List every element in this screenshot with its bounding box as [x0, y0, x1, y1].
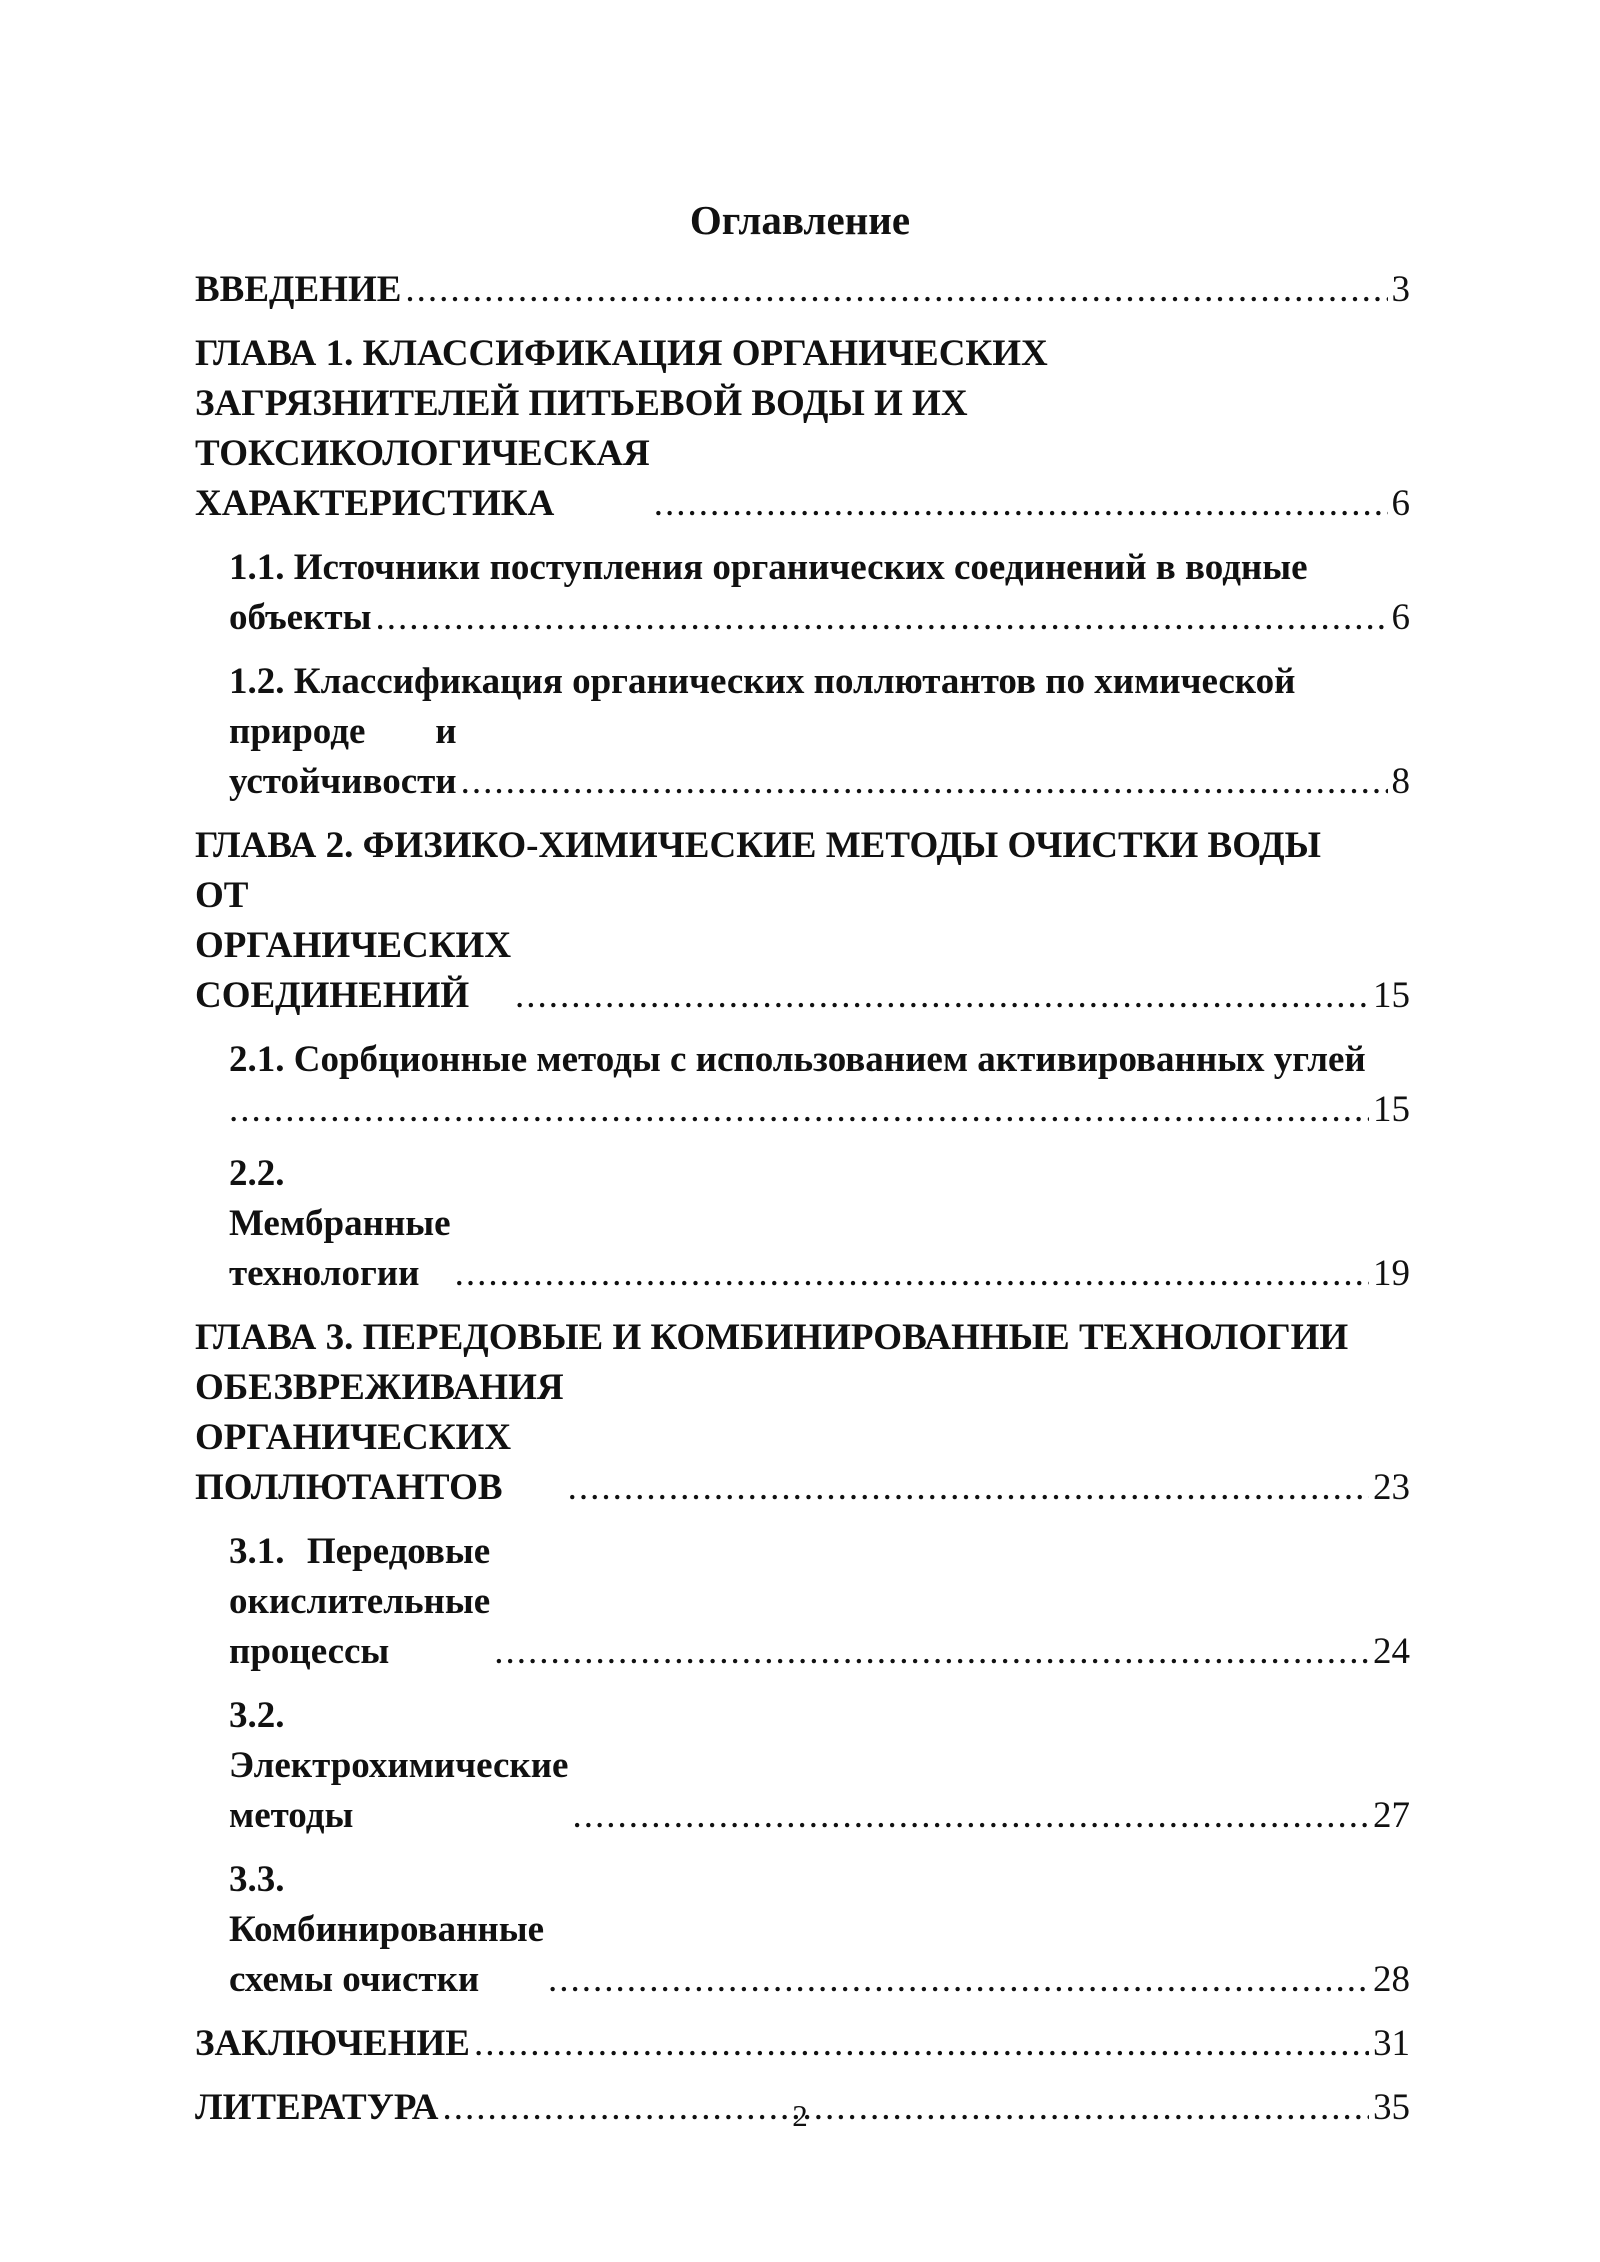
toc-page-number: 3	[1391, 269, 1410, 310]
dot-leader	[494, 1627, 1369, 1677]
dot-leader	[474, 2019, 1369, 2069]
toc-entry-text: природе и устойчивости	[229, 711, 457, 802]
toc-page-number: 6	[1391, 483, 1410, 524]
dot-leader	[548, 1955, 1369, 2005]
toc-entry-text: ВВЕДЕНИЕ	[195, 269, 402, 310]
toc-entry-text: ЗАКЛЮЧЕНИЕ	[195, 2023, 470, 2064]
page-number: 2	[792, 2098, 808, 2133]
toc-entry-text: 1.1. Источники поступления органических соединений в водные	[229, 547, 1308, 588]
table-of-contents	[195, 265, 1410, 2133]
toc-entry-text: 3.2. Электрохимические методы	[229, 1695, 569, 1836]
toc-entry-section-3-1[interactable]	[229, 1527, 1410, 1677]
dot-leader	[568, 1463, 1369, 1513]
toc-page-number: 31	[1373, 2023, 1410, 2064]
toc-entry-text: ТОКСИКОЛОГИЧЕСКАЯ ХАРАКТЕРИСТИКА	[195, 433, 650, 524]
dot-leader	[375, 593, 1387, 643]
toc-entry-conclusion[interactable]	[195, 2019, 1410, 2069]
toc-entry-text: 3.1. Передовые окислительные процессы	[229, 1531, 491, 1672]
toc-page-number: 6	[1391, 597, 1410, 638]
toc-page-number: 15	[1373, 1089, 1410, 1130]
toc-entry-text: ЗАГРЯЗНИТЕЛЕЙ ПИТЬЕВОЙ ВОДЫ И ИХ	[195, 383, 968, 424]
dot-leader	[455, 1249, 1369, 1299]
toc-page-number: 35	[1373, 2087, 1410, 2128]
toc-entry-section-2-1[interactable]	[229, 1035, 1410, 1135]
toc-entry-text: объекты	[229, 597, 372, 638]
toc-entry-text: 2.2. Мембранные технологии	[229, 1153, 451, 1294]
toc-entry-section-2-2[interactable]	[229, 1149, 1410, 1299]
toc-entry-text: ГЛАВА 1. КЛАССИФИКАЦИЯ ОРГАНИЧЕСКИХ	[195, 333, 1048, 374]
toc-entry-text: ГЛАВА 3. ПЕРЕДОВЫЕ И КОМБИНИРОВАННЫЕ ТЕХНОЛОГИИ	[195, 1317, 1349, 1358]
toc-entry-section-3-3[interactable]	[229, 1855, 1410, 2005]
dot-leader	[515, 971, 1369, 1021]
toc-entry-text: 1.2. Классификация органических поллютантов по химической	[229, 661, 1296, 702]
toc-page-number: 28	[1373, 1959, 1410, 2000]
toc-entry-text: 3.3. Комбинированные схемы очистки	[229, 1859, 545, 2000]
toc-entry-text: ГЛАВА 2. ФИЗИКО-ХИМИЧЕСКИЕ МЕТОДЫ ОЧИСТКИ ВОДЫ	[195, 825, 1321, 866]
toc-entry-chapter-1[interactable]	[195, 329, 1410, 529]
toc-page-number: 27	[1373, 1795, 1410, 1836]
toc-entry-text: ОБЕЗВРЕЖИВАНИЯ ОРГАНИЧЕСКИХ ПОЛЛЮТАНТОВ	[195, 1367, 564, 1508]
toc-entry-section-1-1[interactable]	[229, 543, 1410, 643]
toc-page-number: 24	[1373, 1631, 1410, 1672]
dot-leader	[405, 265, 1387, 315]
dot-leader	[654, 479, 1388, 529]
toc-page-number: 23	[1373, 1467, 1410, 1508]
toc-entry-text: ОТ ОРГАНИЧЕСКИХ СОЕДИНЕНИЙ	[195, 875, 512, 1016]
dot-leader	[229, 1085, 1369, 1135]
toc-entry-chapter-3[interactable]	[195, 1313, 1410, 1513]
toc-title: Оглавление	[689, 197, 911, 243]
dot-leader	[461, 757, 1388, 807]
toc-entry-chapter-2[interactable]	[195, 821, 1410, 1021]
toc-page-number: 8	[1391, 761, 1410, 802]
toc-page-number: 15	[1373, 975, 1410, 1016]
toc-page-number: 19	[1373, 1253, 1410, 1294]
toc-entry-section-3-2[interactable]	[229, 1691, 1410, 1841]
toc-entry-introduction[interactable]	[195, 265, 1410, 315]
dot-leader	[572, 1791, 1369, 1841]
toc-entry-text: 2.1. Сорбционные методы с использованием активированных углей	[229, 1039, 1366, 1080]
toc-entry-text: ЛИТЕРАТУРА	[195, 2087, 439, 2128]
toc-entry-section-1-2[interactable]	[229, 657, 1410, 807]
